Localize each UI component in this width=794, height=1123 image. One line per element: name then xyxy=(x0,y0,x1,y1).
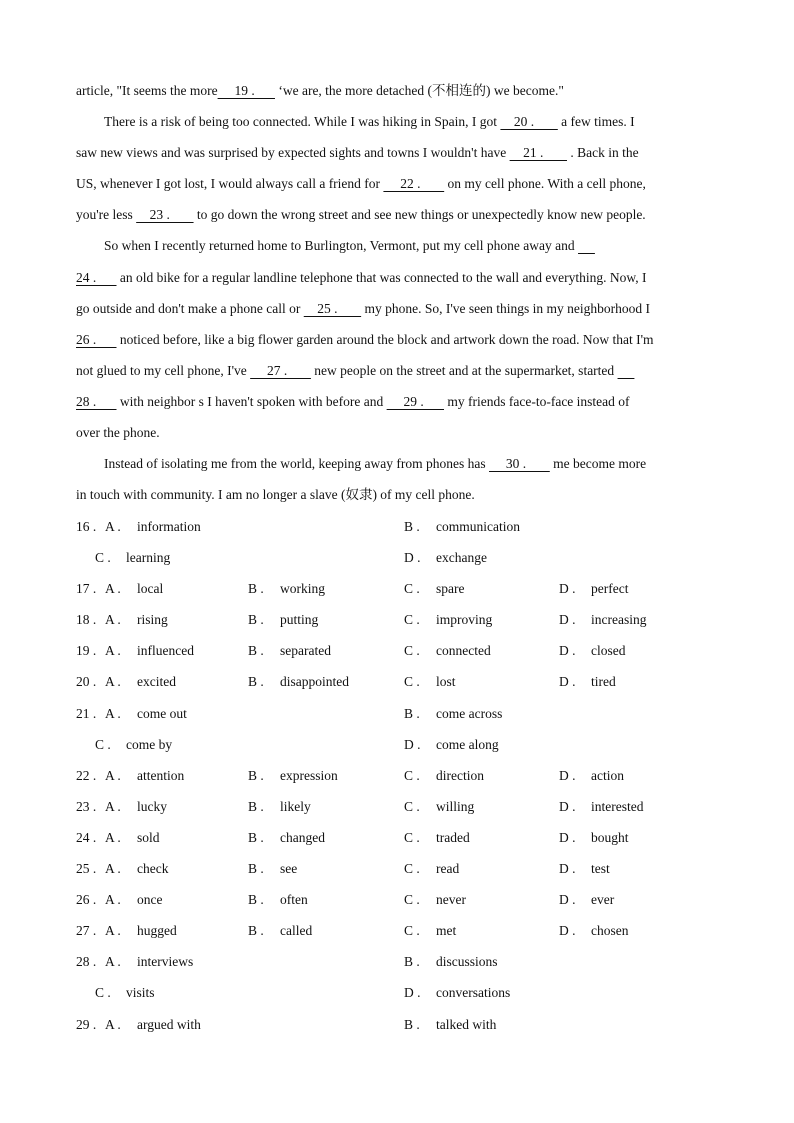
question-number: 21 . xyxy=(76,705,97,721)
option-letter: A . xyxy=(105,1016,121,1032)
passage-text: an old bike for a regular landline telephone that was connected to the wall and everything. Now, I xyxy=(116,269,647,285)
option-text: called xyxy=(280,923,313,939)
option-text: closed xyxy=(591,643,626,659)
option-letter: C . xyxy=(95,736,111,752)
answer-option[interactable] xyxy=(404,670,456,694)
answer-blank[interactable]: 22 . xyxy=(383,176,445,192)
answer-option[interactable] xyxy=(248,764,338,788)
answer-option[interactable] xyxy=(105,764,184,788)
option-text: come out xyxy=(137,705,187,721)
answer-option[interactable] xyxy=(404,702,502,726)
option-text: come along xyxy=(436,736,499,752)
question-row xyxy=(76,764,736,795)
passage-line xyxy=(76,203,718,234)
option-text: tired xyxy=(591,674,616,690)
answer-option[interactable] xyxy=(404,639,491,663)
option-letter: D . xyxy=(559,581,576,597)
option-text: connected xyxy=(436,643,491,659)
option-text: sold xyxy=(137,829,160,845)
option-letter: B . xyxy=(404,1016,420,1032)
passage-line xyxy=(76,452,718,483)
question-row xyxy=(76,608,736,639)
answer-blank[interactable]: 19 . xyxy=(217,83,275,98)
answer-option[interactable] xyxy=(105,1013,201,1037)
option-letter: A . xyxy=(105,923,121,939)
option-text: often xyxy=(280,892,308,908)
option-text: perfect xyxy=(591,581,629,597)
option-letter: C . xyxy=(95,985,111,1001)
answer-option[interactable] xyxy=(248,639,331,663)
option-letter: A . xyxy=(105,705,121,721)
option-letter: A . xyxy=(105,767,121,783)
option-letter: A . xyxy=(105,519,121,534)
option-text: met xyxy=(436,923,457,939)
option-letter: D . xyxy=(404,985,421,1001)
option-text: action xyxy=(591,767,624,783)
option-letter: A . xyxy=(105,954,121,970)
option-letter: A . xyxy=(105,892,121,908)
passage-text: in touch with community. I am no longer a slave (奴隶) of my cell phone. xyxy=(76,487,475,503)
answer-option[interactable] xyxy=(404,764,484,788)
answer-option[interactable] xyxy=(105,888,162,912)
option-text: willing xyxy=(436,798,475,814)
passage-text: over the phone. xyxy=(76,425,160,441)
question-row xyxy=(76,826,736,857)
option-text: rising xyxy=(137,612,168,628)
answer-option[interactable] xyxy=(105,950,193,974)
answer-blank[interactable]: 25 . xyxy=(303,300,362,316)
answer-option[interactable] xyxy=(248,888,308,912)
answer-option[interactable] xyxy=(559,608,646,632)
option-letter: C . xyxy=(95,550,111,566)
passage-line xyxy=(76,328,718,359)
option-text: test xyxy=(591,861,610,877)
option-letter: D . xyxy=(559,643,576,659)
passage-text: noticed before, like a big flower garden around the block and artwork down the road. Now that I'm xyxy=(116,331,654,347)
option-text: bought xyxy=(591,829,629,845)
option-text: come across xyxy=(436,705,503,721)
answer-option[interactable] xyxy=(248,857,297,881)
passage-text: So when I recently returned home to Burlington, Vermont, put my cell phone away and xyxy=(104,238,579,254)
option-text: putting xyxy=(280,612,319,628)
option-text: separated xyxy=(280,643,331,659)
passage-line xyxy=(76,172,718,203)
answer-option[interactable] xyxy=(559,919,629,943)
option-text: improving xyxy=(436,612,493,628)
option-letter: C . xyxy=(404,861,420,877)
answer-option[interactable] xyxy=(559,764,624,788)
question-row-continued xyxy=(76,546,736,577)
passage-text: my friends face-to-face instead of xyxy=(444,393,630,409)
option-text: come by xyxy=(126,736,173,752)
question-number: 20 . xyxy=(76,674,97,690)
option-letter: B . xyxy=(248,861,264,877)
option-letter: B . xyxy=(248,767,264,783)
answer-option[interactable] xyxy=(95,546,170,570)
question-number: 24 . xyxy=(76,829,97,845)
option-text: ever xyxy=(591,892,615,908)
option-letter: D . xyxy=(559,892,576,908)
option-text: see xyxy=(280,861,298,877)
answer-option[interactable] xyxy=(105,795,167,819)
answer-option[interactable] xyxy=(105,702,187,726)
passage-line xyxy=(76,297,718,328)
answer-option[interactable] xyxy=(404,981,510,1005)
passage-line xyxy=(76,390,718,421)
answer-option[interactable] xyxy=(248,608,318,632)
passage-text: new people on the street and at the supermarket, started xyxy=(310,362,618,378)
passage-text: to go down the wrong street and see new things or unexpectedly know new people. xyxy=(193,207,646,223)
answer-option[interactable] xyxy=(105,919,177,943)
option-text: disappointed xyxy=(280,674,349,690)
answer-option[interactable] xyxy=(248,826,325,850)
passage-text: ‘we are, the more detached (不相连的) we become." xyxy=(274,83,564,98)
answer-blank[interactable] xyxy=(618,359,635,383)
answer-blank[interactable]: 30 . xyxy=(489,456,550,472)
question-number: 18 . xyxy=(76,612,97,628)
passage-text: with neighbor s I haven't spoken with before and xyxy=(116,393,387,409)
question-number: 27 . xyxy=(76,923,97,939)
answer-blank[interactable]: 21 . xyxy=(509,145,567,161)
question-number: 16 . xyxy=(76,519,97,534)
answer-option[interactable] xyxy=(95,981,155,1005)
question-row xyxy=(76,919,736,950)
option-letter: C . xyxy=(404,829,420,845)
option-letter: C . xyxy=(404,643,420,659)
answer-blank[interactable]: 26 . xyxy=(76,331,117,347)
option-letter: C . xyxy=(404,892,420,908)
option-text: excited xyxy=(137,674,176,690)
answer-blank[interactable]: 28 . xyxy=(76,393,117,409)
option-text: direction xyxy=(436,767,484,783)
answer-option[interactable] xyxy=(559,670,616,694)
option-letter: A . xyxy=(105,612,121,628)
option-letter: C . xyxy=(404,612,420,628)
option-text: read xyxy=(436,861,460,877)
option-letter: B . xyxy=(248,643,264,659)
passage-line xyxy=(76,79,718,110)
passage-line xyxy=(76,359,718,390)
option-text: increasing xyxy=(591,612,647,628)
answer-option[interactable] xyxy=(559,826,629,850)
question-row xyxy=(76,515,736,546)
option-letter: A . xyxy=(105,674,121,690)
passage-text: US, whenever I got lost, I would always call a friend for xyxy=(76,176,384,192)
answer-blank[interactable]: 29 . xyxy=(386,393,444,409)
option-text: lost xyxy=(436,674,456,690)
passage-text: on my cell phone. With a cell phone, xyxy=(444,176,646,192)
passage-text: my phone. So, I've seen things in my neighborhood I xyxy=(361,300,651,316)
option-text: spare xyxy=(436,581,465,597)
answer-blank[interactable]: 24 . xyxy=(76,269,117,285)
answer-option[interactable] xyxy=(105,857,168,881)
option-text: hugged xyxy=(137,923,177,939)
answer-blank[interactable]: 20 . xyxy=(500,114,558,130)
option-text: lucky xyxy=(137,798,167,814)
option-letter: C . xyxy=(404,798,420,814)
option-letter: D . xyxy=(404,736,421,752)
answer-option[interactable] xyxy=(559,795,643,819)
answer-option[interactable] xyxy=(95,733,172,757)
option-letter: A . xyxy=(105,829,121,845)
option-text: argued with xyxy=(137,1016,201,1032)
option-text: influenced xyxy=(137,643,194,659)
question-row xyxy=(76,670,736,701)
passage-text: me become more xyxy=(549,456,647,472)
option-letter: D . xyxy=(559,612,576,628)
option-text: never xyxy=(436,892,466,908)
answer-blank[interactable]: 27 . xyxy=(250,362,311,378)
passage-text: . Back in the xyxy=(566,145,639,161)
passage-text: a few times. I xyxy=(557,114,635,130)
option-text: conversations xyxy=(436,985,511,1001)
option-text: interviews xyxy=(137,954,194,970)
question-row-continued xyxy=(76,981,736,1012)
option-text: working xyxy=(280,581,325,597)
question-number: 19 . xyxy=(76,643,97,659)
passage-text: There is a risk of being too connected. While I was hiking in Spain, I got xyxy=(104,114,501,130)
option-letter: D . xyxy=(559,923,576,939)
question-number: 23 . xyxy=(76,798,97,814)
answer-option[interactable] xyxy=(404,515,520,539)
answer-option[interactable] xyxy=(404,795,474,819)
answer-option[interactable] xyxy=(248,795,311,819)
option-letter: D . xyxy=(559,767,576,783)
question-number: 28 . xyxy=(76,954,97,970)
option-letter: A . xyxy=(105,798,121,814)
answer-blank[interactable]: 23 . xyxy=(136,207,194,223)
option-letter: B . xyxy=(248,892,264,908)
answer-options xyxy=(76,515,736,1044)
option-letter: B . xyxy=(404,519,420,534)
passage-line xyxy=(76,483,718,514)
option-text: once xyxy=(137,892,163,908)
option-text: discussions xyxy=(436,954,498,970)
question-row xyxy=(76,1013,736,1044)
answer-option[interactable] xyxy=(404,888,466,912)
option-letter: B . xyxy=(248,829,264,845)
option-text: likely xyxy=(280,798,311,814)
option-text: visits xyxy=(126,985,155,1001)
passage-line xyxy=(76,234,718,265)
answer-option[interactable] xyxy=(105,515,201,539)
question-row xyxy=(76,888,736,919)
question-row xyxy=(76,577,736,608)
option-letter: B . xyxy=(404,954,420,970)
option-letter: A . xyxy=(105,861,121,877)
question-row-continued xyxy=(76,733,736,764)
answer-option[interactable] xyxy=(404,608,492,632)
option-text: interested xyxy=(591,798,644,814)
question-row xyxy=(76,795,736,826)
answer-option[interactable] xyxy=(404,546,487,570)
answer-option[interactable] xyxy=(105,639,194,663)
passage-line xyxy=(76,110,718,141)
option-letter: D . xyxy=(559,674,576,690)
passage-line xyxy=(76,266,718,297)
answer-option[interactable] xyxy=(559,577,628,601)
answer-option[interactable] xyxy=(105,826,160,850)
answer-option[interactable] xyxy=(404,577,464,601)
question-number: 29 . xyxy=(76,1016,97,1032)
option-letter: D . xyxy=(404,550,421,566)
option-text: attention xyxy=(137,767,185,783)
option-text: information xyxy=(137,519,201,534)
option-letter: B . xyxy=(248,923,264,939)
option-letter: C . xyxy=(404,674,420,690)
question-row xyxy=(76,950,736,981)
passage-text: go outside and don't make a phone call or xyxy=(76,300,304,316)
answer-option[interactable] xyxy=(404,733,499,757)
option-text: local xyxy=(137,581,164,597)
question-row xyxy=(76,857,736,888)
answer-option[interactable] xyxy=(404,826,470,850)
option-text: chosen xyxy=(591,923,629,939)
answer-option[interactable] xyxy=(559,857,610,881)
answer-option[interactable] xyxy=(105,577,163,601)
answer-blank[interactable] xyxy=(578,234,595,258)
passage-text: Instead of isolating me from the world, keeping away from phones has xyxy=(104,456,490,472)
answer-option[interactable] xyxy=(404,919,456,943)
question-row xyxy=(76,702,736,733)
option-letter: C . xyxy=(404,923,420,939)
option-letter: B . xyxy=(248,581,264,597)
option-letter: A . xyxy=(105,581,121,597)
option-letter: B . xyxy=(248,612,264,628)
option-text: learning xyxy=(126,550,171,566)
answer-option[interactable] xyxy=(105,670,176,694)
option-text: check xyxy=(137,861,169,877)
answer-option[interactable] xyxy=(559,639,626,663)
answer-option[interactable] xyxy=(404,950,498,974)
question-row xyxy=(76,639,736,670)
question-number: 26 . xyxy=(76,892,97,908)
question-number: 17 . xyxy=(76,581,97,597)
question-number: 25 . xyxy=(76,861,97,877)
passage-line xyxy=(76,421,718,452)
answer-option[interactable] xyxy=(248,919,312,943)
option-text: communication xyxy=(436,519,520,534)
option-text: changed xyxy=(280,829,325,845)
option-letter: B . xyxy=(248,798,264,814)
option-letter: D . xyxy=(559,829,576,845)
option-text: talked with xyxy=(436,1016,497,1032)
answer-option[interactable] xyxy=(248,670,349,694)
passage-line xyxy=(76,141,718,172)
option-letter: D . xyxy=(559,861,576,877)
passage-text: not glued to my cell phone, I've xyxy=(76,362,251,378)
option-letter: B . xyxy=(404,705,420,721)
option-text: expression xyxy=(280,767,338,783)
answer-option[interactable] xyxy=(404,857,459,881)
answer-option[interactable] xyxy=(248,577,325,601)
passage-text: article, "It seems the more xyxy=(76,83,218,98)
cloze-passage xyxy=(76,79,718,514)
option-letter: D . xyxy=(559,798,576,814)
option-letter: C . xyxy=(404,767,420,783)
passage-text: you're less xyxy=(76,207,137,223)
option-text: exchange xyxy=(436,550,487,566)
option-letter: A . xyxy=(105,643,121,659)
answer-option[interactable] xyxy=(105,608,168,632)
answer-option[interactable] xyxy=(559,888,614,912)
option-text: traded xyxy=(436,829,470,845)
question-number: 22 . xyxy=(76,767,97,783)
answer-option[interactable] xyxy=(404,1013,496,1037)
option-letter: C . xyxy=(404,581,420,597)
option-letter: B . xyxy=(248,674,264,690)
passage-text: saw new views and was surprised by expected sights and towns I wouldn't have xyxy=(76,145,510,161)
